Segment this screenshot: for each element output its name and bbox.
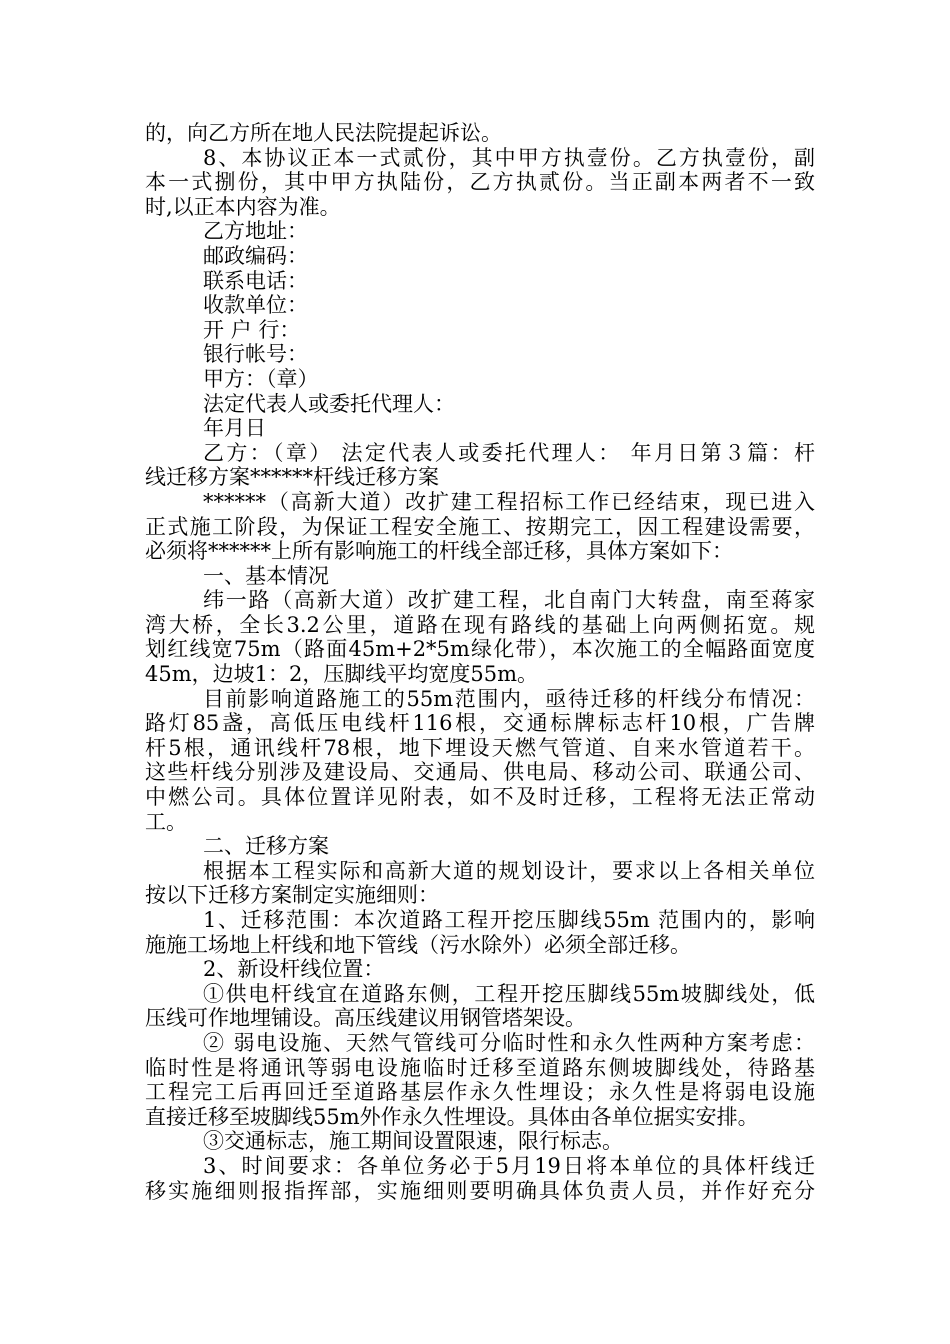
text-line: 按以下迁移方案制定实施细则： bbox=[145, 883, 439, 908]
text-line: 乙方：（章） 法定代表人或委托代理人： 年月日第３篇：杆 bbox=[203, 440, 815, 465]
text-line: 中燃公司。具体位置详见附表，如不及时迁移，工程将无法正常动 bbox=[145, 785, 815, 810]
text-line: 纬一路（高新大道）改扩建工程，北自南门大转盘，南至蒋家 bbox=[203, 588, 815, 613]
text-line: ③交通标志，施工期间设置限速，限行标志。 bbox=[203, 1129, 623, 1154]
text-line: 移实施细则报指挥部，实施细则要明确具体负责人员，并作好充分 bbox=[145, 1178, 815, 1203]
text-line: 压线可作地埋铺设。高压线建议用钢管塔架设。 bbox=[145, 1006, 586, 1031]
text-line: 乙方地址： bbox=[203, 219, 308, 244]
text-line: 的，向乙方所在地人民法院提起诉讼。 bbox=[145, 121, 502, 145]
text-line: 线迁移方案******杆线迁移方案 bbox=[145, 465, 439, 490]
text-line: 施施工场地上杆线和地下管线（污水除外）必须全部迁移。 bbox=[145, 932, 691, 957]
text-line: ******（高新大道）改扩建工程招标工作已经结束，现已进入 bbox=[203, 489, 815, 514]
text-line: 目前影响道路施工的55m范围内，亟待迁移的杆线分布情况： bbox=[203, 686, 815, 711]
text-line: 湾大桥，全长3.2公里，道路在现有路线的基础上向两侧拓宽。规 bbox=[145, 612, 815, 637]
text-line: 工程完工后再回迁至道路基层作永久性埋设；永久性是将弱电设施 bbox=[145, 1080, 815, 1105]
text-line: 杆5根，通讯线杆78根，地下埋设天燃气管道、自来水管道若干。 bbox=[145, 735, 815, 760]
text-line: 邮政编码： bbox=[203, 243, 308, 268]
text-line: 工。 bbox=[145, 809, 187, 834]
text-line: 划红线宽75m（路面45m+2*5m绿化带），本次施工的全幅路面宽度 bbox=[145, 637, 815, 662]
text-line: 正式施工阶段，为保证工程安全施工、按期完工，因工程建设需要， bbox=[145, 514, 815, 539]
text-line: 联系电话： bbox=[203, 268, 308, 293]
text-line: 直接迁移至坡脚线55m外作永久性埋设。具体由各单位据实安排。 bbox=[145, 1104, 759, 1129]
text-line: 2、新设杆线位置： bbox=[203, 957, 385, 982]
text-line: 这些杆线分别涉及建设局、交通局、供电局、移动公司、联通公司、 bbox=[145, 760, 815, 785]
text-line: 路灯85盏，高低压电线杆116根，交通标牌标志杆10根，广告牌 bbox=[145, 711, 815, 736]
text-line: 必须将******上所有影响施工的杆线全部迁移，具体方案如下： bbox=[145, 539, 733, 564]
text-line: 根据本工程实际和高新大道的规划设计，要求以上各相关单位 bbox=[203, 858, 815, 883]
text-line: 45m，边坡1：2，压脚线平均宽度55m。 bbox=[145, 662, 538, 687]
text-line: ② 弱电设施、天然气管线可分临时性和永久性两种方案考虑： bbox=[203, 1030, 815, 1055]
text-line: 二、迁移方案 bbox=[203, 834, 329, 859]
text-line: 3、时间要求：各单位务必于5月19日将本单位的具体杆线迁 bbox=[203, 1153, 815, 1178]
text-line: 年月日 bbox=[203, 416, 266, 441]
text-line: 临时性是将通讯等弱电设施临时迁移至道路东侧坡脚线处，待路基 bbox=[145, 1055, 815, 1080]
text-line: 甲方：（章） bbox=[203, 366, 319, 391]
text-line: 收款单位： bbox=[203, 293, 308, 318]
document-body bbox=[145, 121, 815, 1203]
text-line: 时,以正本内容为准。 bbox=[145, 194, 341, 219]
text-line: 开 户 行： bbox=[203, 317, 301, 342]
text-line: 8、本协议正本一式贰份，其中甲方执壹份。乙方执壹份，副 bbox=[203, 145, 815, 170]
text-line: 一、基本情况 bbox=[203, 563, 329, 588]
text-line: 1、迁移范围：本次道路工程开挖压脚线55m 范围内的，影响 bbox=[203, 908, 815, 932]
text-line: 银行帐号： bbox=[203, 342, 308, 367]
text-line: 本一式捌份，其中甲方执陆份，乙方执贰份。当正副本两者不一致 bbox=[145, 170, 815, 195]
text-line: 法定代表人或委托代理人： bbox=[203, 391, 455, 416]
text-line: ①供电杆线宜在道路东侧，工程开挖压脚线55m坡脚线处，低 bbox=[203, 981, 815, 1006]
